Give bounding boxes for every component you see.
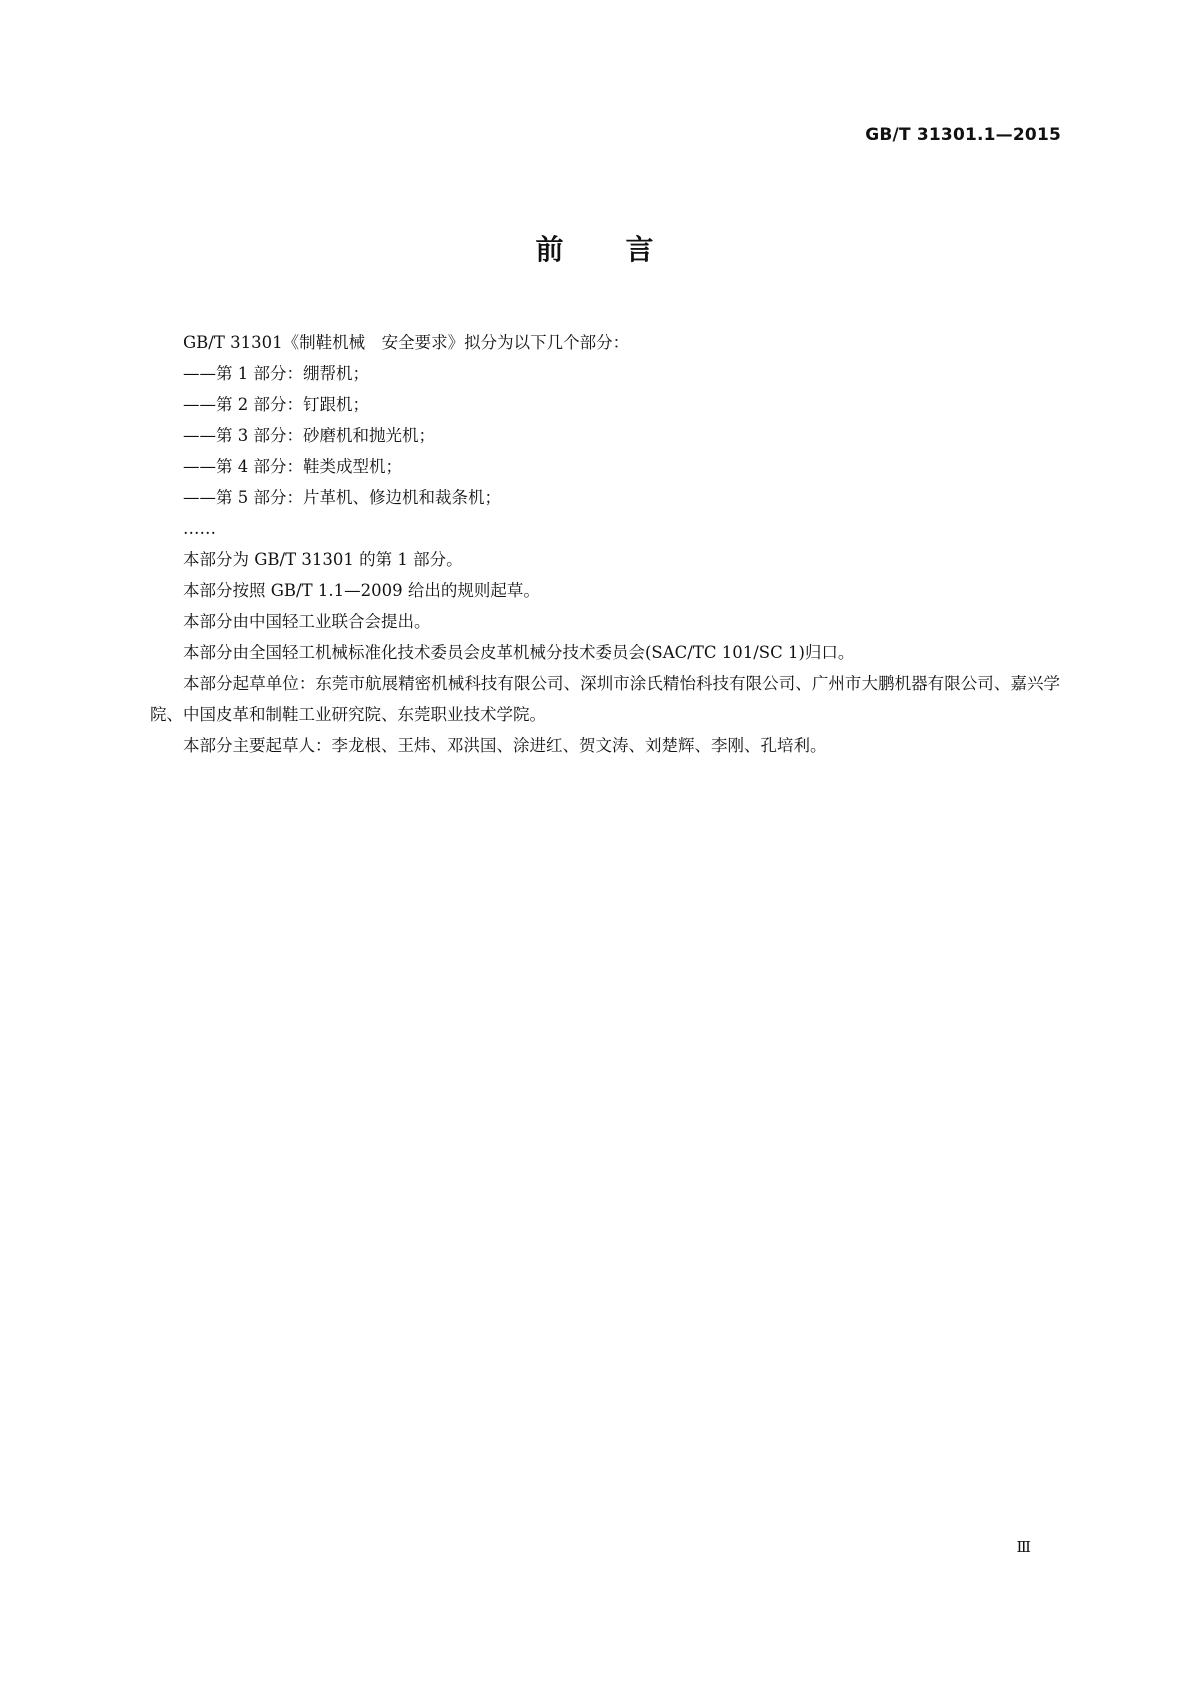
part-list-item: ——第 3 部分：砂磨机和抛光机；: [183, 426, 435, 445]
drafters-paragraph: 本部分主要起草人：李龙根、王炜、邓洪国、涂进红、贺文涛、刘楚辉、李刚、孔培利。: [183, 736, 827, 755]
part-list-item: ——第 2 部分：钉跟机；: [183, 395, 369, 414]
part-list-item: ——第 5 部分：片革机、修边机和裁条机；: [183, 488, 501, 507]
part-list-item: ——第 4 部分：鞋类成型机；: [183, 457, 402, 476]
page-title: 前 言: [535, 233, 656, 266]
body-paragraph: 本部分由全国轻工机械标准化技术委员会皮革机械分技术委员会(SAC/TC 101/SC 1)归口。: [183, 643, 855, 662]
drafting-units-paragraph: 本部分起草单位：东莞市航展精密机械科技有限公司、深圳市涂氏精怡科技有限公司、广州市大鹏机器有限公司、嘉兴学院、中国皮革和制鞋工业研究院、东莞职业技术学院。: [150, 674, 1060, 724]
body-paragraph: 本部分由中国轻工业联合会提出。: [183, 612, 431, 631]
intro-paragraph: GB/T 31301《制鞋机械 安全要求》拟分为以下几个部分：: [183, 333, 630, 352]
standard-code: GB/T 31301.1—2015: [865, 125, 1061, 145]
part-list-ellipsis: ……: [183, 519, 216, 538]
body-paragraph: 本部分为 GB/T 31301 的第 1 部分。: [183, 550, 463, 569]
body-paragraph: 本部分按照 GB/T 1.1—2009 给出的规则起草。: [183, 581, 540, 600]
part-list-item: ——第 1 部分：绷帮机；: [183, 364, 369, 383]
page-number: Ⅲ: [1016, 1538, 1031, 1556]
document-body: [150, 327, 1060, 761]
